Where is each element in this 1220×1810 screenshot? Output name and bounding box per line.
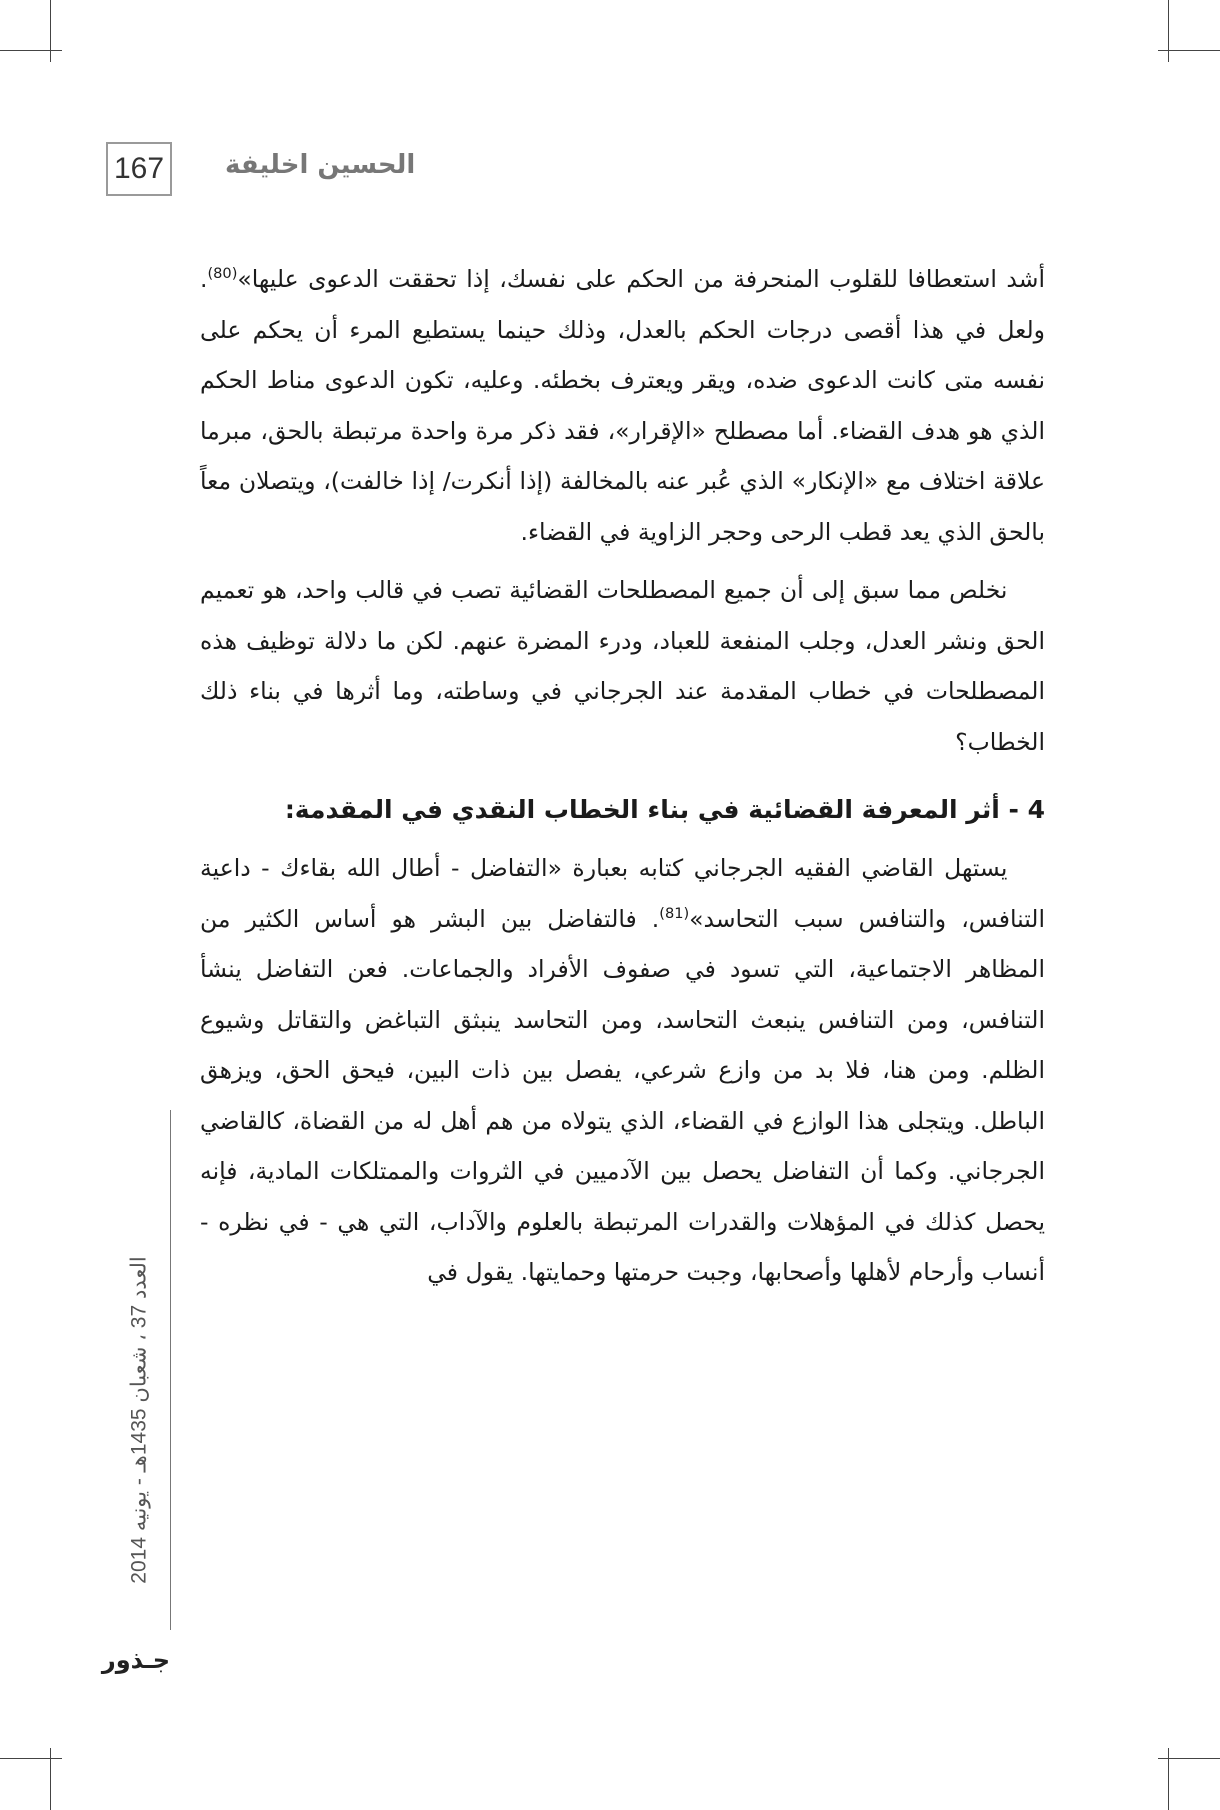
crop-mark	[1158, 50, 1220, 51]
crop-mark	[0, 1758, 62, 1759]
issue-info: العدد 37 ، شعبان 1435هـ - يونيه 2014	[127, 1256, 151, 1584]
crop-mark	[1168, 0, 1169, 62]
section-heading: 4 - أثر المعرفة القضائية في بناء الخطاب النقدي في المقدمة:	[284, 795, 1045, 824]
article-body	[200, 254, 1045, 1298]
journal-logo: جـذور	[101, 1646, 170, 1674]
paragraph-text: . ولعل في هذا أقصى درجات الحكم بالعدل، وذلك حينما يستطيع المرء أن يحكم على نفسه متى كانت الدعوى ضده، ويقر ويعترف بخطئه. وعليه، تكون الدعوى مناط الحكم الذي هو هدف القضاء. أما مصطلح «الإقرار»، فقد ذكر مرة واحدة مرتبطة بالحق، مبرما علاقة اختلاف مع «الإنكار» الذي عُبر عنه بالمخالفة (إذا أنكرت/ إذا خالفت)، ويتصلان معاً بالحق الذي يعد قطب الرحى وحجر الزاوية في القضاء.	[200, 265, 1045, 546]
crop-mark	[1158, 1758, 1220, 1759]
page-number: 167	[106, 142, 172, 196]
footnote-marker: (80)	[207, 265, 238, 283]
paragraph-text: أشد استعطافا للقلوب المنحرفة من الحكم على نفسك، إذا تحققت الدعوى عليها»	[237, 265, 1045, 293]
paragraph-text: . فالتفاضل بين البشر هو أساس الكثير من المظاهر الاجتماعية، التي تسود في صفوف الأفراد والجماعات. فعن التفاضل ينشأ التنافس، ومن التنافس ينبعث التحاسد، ومن التحاسد ينبثق التباغض والتقاتل وشيوع الظلم. ومن هنا، فلا بد من وازع شرعي، يفصل بين ذات البين، فيحق الحق، ويزهق الباطل. ويتجلى هذا الوازع في القضاء، الذي يتولاه من هم أهل له من القضاة، كالقاضي الجرجاني. وكما أن التفاضل يحصل بين الآدميين في الثروات والممتلكات المادية، فإنه يحصل كذلك في المؤهلات والقدرات المرتبطة بالعلوم والآداب، التي هي - في نظره - أنساب وأرحام لأهلها وأصحابها، وجبت حرمتها وحمايتها. يقول في	[200, 904, 1045, 1286]
margin-rule	[170, 1110, 171, 1630]
footnote-marker: (81)	[659, 904, 690, 922]
paragraph	[200, 254, 1045, 557]
running-header-author: الحسين اخليفة	[225, 150, 416, 180]
paragraph-text: يستهل القاضي الفقيه الجرجاني كتابه بعبارة «التفاضل - أطال الله بقاءك - داعية التنافس، والتنافس سبب التحاسد»	[200, 854, 1045, 933]
crop-mark	[0, 50, 62, 51]
paragraph	[200, 843, 1045, 1298]
crop-mark	[50, 0, 51, 62]
paragraph: نخلص مما سبق إلى أن جميع المصطلحات القضائية تصب في قالب واحد، هو تعميم الحق ونشر العدل، وجلب المنفعة للعباد، ودرء المضرة عنهم. لكن ما دلالة توظيف هذه المصطلحات في خطاب المقدمة عند الجرجاني في وساطته، وما أثرها في بناء ذلك الخطاب؟	[200, 576, 1045, 756]
